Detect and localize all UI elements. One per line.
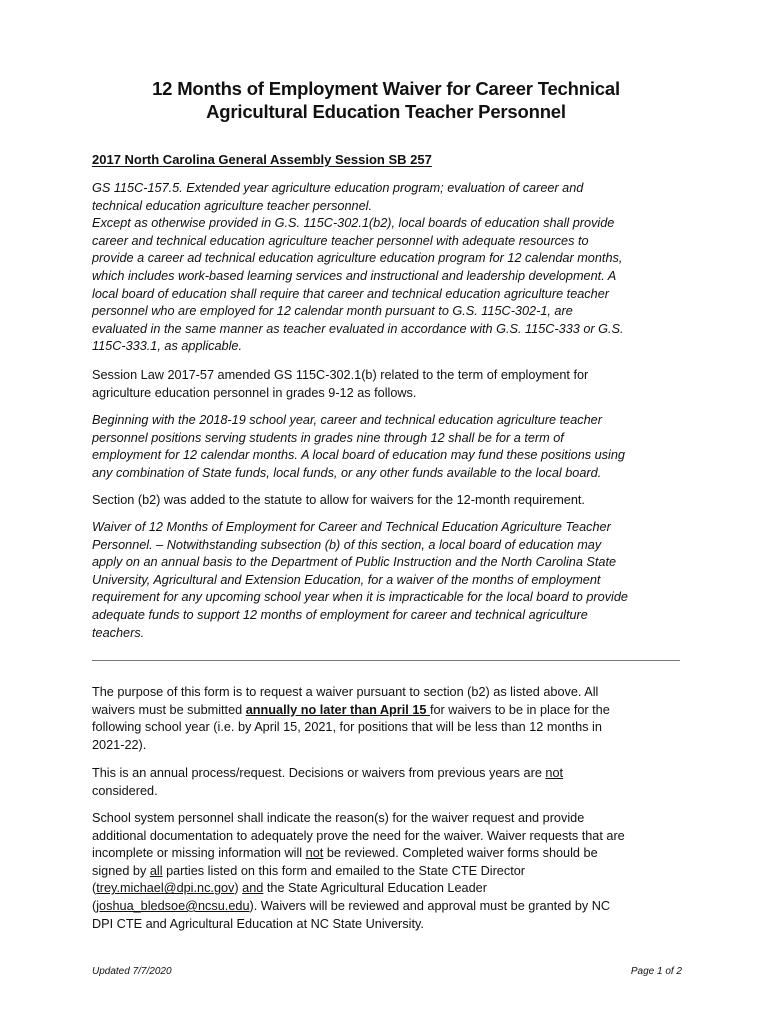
all-emphasis: all: [149, 863, 163, 878]
personnel-line: [92, 863, 692, 881]
ag-leader-email-link[interactable]: joshua_bledsoe@ncsu.edu: [96, 898, 250, 913]
personnel-line: School system personnel shall indicate the reason(s) for the waiver request and provide: [92, 811, 585, 825]
statute-line: technical education agriculture teacher personnel.: [92, 198, 373, 213]
personnel-line: [92, 880, 692, 898]
statute-line: Except as otherwise provided in G.S. 115C-302.1(b2), local boards of education shall provide: [92, 216, 615, 231]
personnel-text: (: [92, 881, 97, 896]
beginning-quote: [92, 412, 692, 482]
personnel-text: the State Agricultural Education Leader: [263, 881, 487, 896]
session-law-paragraph: [92, 367, 692, 402]
session-law-line: Session Law 2017-57 amended GS 115C-302.1(b) related to the term of employment for: [92, 368, 589, 382]
purpose-text: waivers must be submitted: [92, 702, 246, 717]
beginning-line: employment for 12 calendar months. A local board of education may fund these positions using: [92, 448, 625, 463]
beginning-line: Beginning with the 2018-19 school year, career and technical education agriculture teacher: [92, 413, 602, 427]
statute-line: GS 115C-157.5. Extended year agriculture education program; evaluation of career and: [92, 181, 584, 195]
beginning-line: any combination of State funds, local funds, or any other funds available to the local board.: [92, 465, 602, 480]
waiver-line: Waiver of 12 Months of Employment for Career and Technical Education Agriculture Teacher: [92, 520, 611, 534]
waiver-line: apply on an annual basis to the Department of Public Instruction and the North Carolina State: [92, 555, 617, 570]
section-b2-paragraph: [92, 492, 692, 510]
personnel-text: ): [234, 881, 243, 896]
personnel-line: [92, 845, 692, 863]
statute-line: career and technical education agriculture teacher personnel with adequate resources to: [92, 233, 589, 248]
waiver-line: requirement for any upcoming school year when it is impracticable for the local board to provide: [92, 590, 628, 605]
footer-page-number: Page 1 of 2: [630, 966, 682, 977]
purpose-line: following school year (i.e. by April 15, 2021, for positions that will be less than 12 months in: [92, 720, 602, 735]
annual-paragraph: [92, 765, 692, 800]
personnel-paragraph: [92, 810, 692, 933]
purpose-line: [92, 702, 692, 720]
personnel-text: incomplete or missing information will: [92, 846, 306, 861]
annual-text: This is an annual process/request. Decisions or waivers from previous years are: [92, 766, 546, 780]
personnel-line: DPI CTE and Agricultural Education at NC State University.: [92, 916, 424, 931]
waiver-line: University, Agricultural and Extension Education, for a waiver of the months of employment: [92, 572, 601, 587]
statute-line: local board of education shall require that career and technical education agriculture teacher: [92, 286, 609, 301]
purpose-line: 2021-22).: [92, 737, 147, 752]
waiver-line: teachers.: [92, 625, 145, 640]
purpose-line: The purpose of this form is to request a waiver pursuant to section (b2) as listed above. All: [92, 685, 599, 699]
statute-quote: [92, 180, 692, 356]
not-emphasis: not: [545, 766, 564, 780]
page-title: [92, 77, 680, 123]
personnel-text: ). Waivers will be reviewed and approval must be granted by NC: [249, 898, 611, 913]
waiver-line: adequate funds to support 12 months of employment for career and technical agriculture: [92, 607, 588, 622]
personnel-text: (: [92, 898, 97, 913]
statute-line: 115C-333.1, as applicable.: [92, 339, 243, 354]
waiver-quote: [92, 519, 692, 642]
section-b2-line: Section (b2) was added to the statute to allow for waivers for the 12-month requirement.: [92, 493, 585, 507]
footer-updated: Updated 7/7/2020: [92, 966, 172, 977]
cte-director-email-link[interactable]: trey.michael@dpi.nc.gov: [96, 881, 235, 896]
purpose-paragraph: [92, 684, 692, 754]
session-law-line: agriculture education personnel in grades 9-12 as follows.: [92, 385, 417, 400]
annual-line: considered.: [92, 783, 158, 798]
statute-line: personnel who are employed for 12 calendar month pursuant to G.S. 115C-302-1, are: [92, 304, 573, 319]
title-line-1: 12 Months of Employment Waiver for Career Technical: [152, 78, 620, 99]
personnel-line: [92, 898, 692, 916]
purpose-text: for waivers to be in place for the: [429, 702, 610, 717]
title-line-2: Agricultural Education Teacher Personnel: [206, 101, 566, 122]
personnel-text: signed by: [92, 863, 150, 878]
not-emphasis: not: [305, 846, 324, 861]
personnel-text: parties listed on this form and emailed to the State CTE Director: [162, 863, 526, 878]
personnel-text: be reviewed. Completed waiver forms should be: [323, 846, 598, 861]
beginning-line: personnel positions serving students in grades nine through 12 shall be for a term of: [92, 430, 564, 445]
section-heading: 2017 North Carolina General Assembly Session SB 257: [92, 152, 432, 167]
and-emphasis: and: [242, 881, 264, 896]
personnel-line: additional documentation to adequately prove the need for the waiver. Waiver requests that are: [92, 828, 625, 843]
deadline-emphasis: annually no later than April 15: [245, 702, 430, 717]
annual-line: [92, 765, 692, 783]
statute-line: provide a career ad technical education agriculture education program for 12 calendar months,: [92, 251, 623, 266]
horizontal-divider: [92, 660, 680, 661]
statute-line: which includes work-based learning services and instructional and leadership development. A: [92, 268, 617, 283]
waiver-line: Personnel. – Notwithstanding subsection (b) of this section, a local board of education may: [92, 537, 602, 552]
statute-line: evaluated in the same manner as teacher evaluated in accordance with G.S. 115C-333 or G.S.: [92, 321, 624, 336]
